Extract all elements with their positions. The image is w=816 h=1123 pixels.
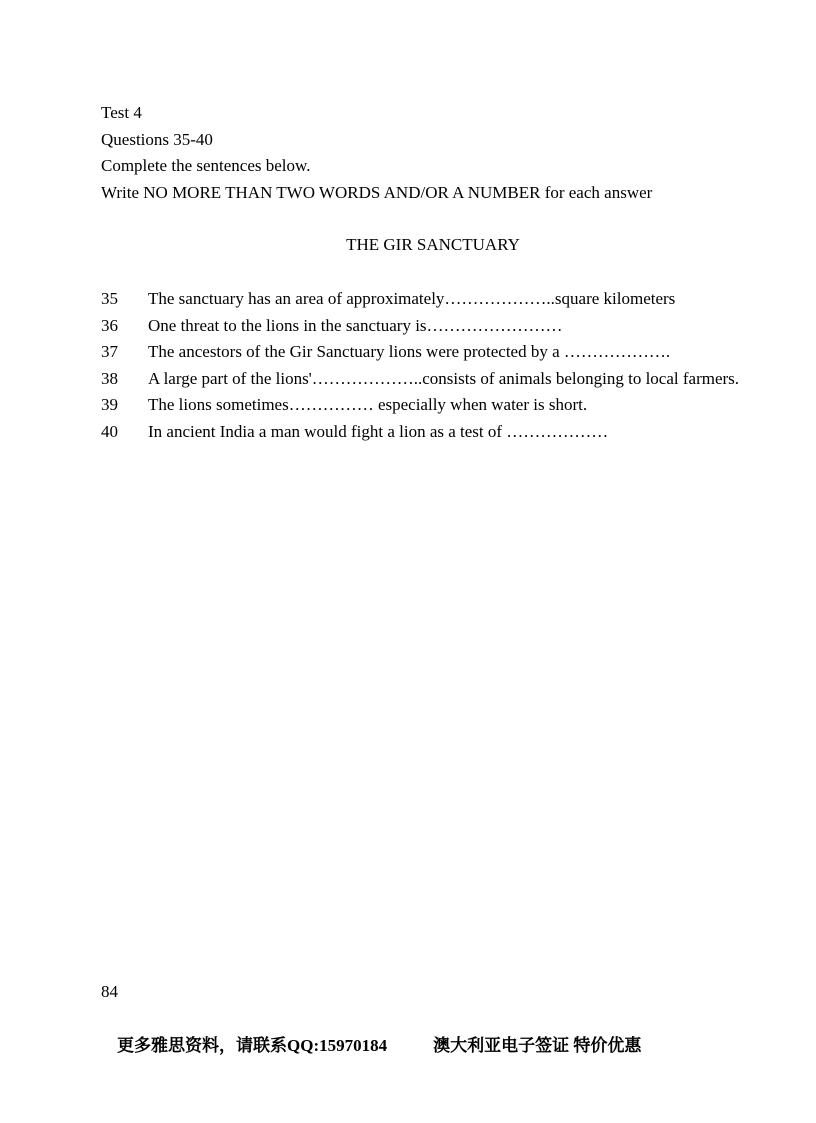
question-item bbox=[101, 419, 781, 446]
question-text: One threat to the lions in the sanctuary is…………………… bbox=[148, 315, 563, 335]
question-text: The sanctuary has an area of approximately………………..square kilometers bbox=[148, 289, 676, 308]
header-block bbox=[101, 100, 781, 206]
question-item bbox=[101, 339, 781, 366]
test-label: Test 4 bbox=[101, 103, 142, 122]
footer-left-text: 更多雅思资料，请联系QQ:15970184 bbox=[117, 1036, 388, 1055]
question-number: 39 bbox=[101, 395, 118, 415]
question-text: In ancient India a man would fight a lion as a test of ……………… bbox=[148, 421, 609, 441]
footer-advertisement bbox=[117, 1033, 641, 1059]
question-number: 36 bbox=[101, 315, 118, 335]
question-number: 38 bbox=[101, 368, 118, 388]
question-text: A large part of the lions'………………..consists of animals belonging to local farmers. bbox=[148, 368, 740, 388]
page-number: 84 bbox=[101, 982, 118, 1001]
question-text: The lions sometimes…………… especially when water is short. bbox=[148, 395, 588, 415]
instruction-line-1: Complete the sentences below. bbox=[101, 156, 311, 175]
instruction-line-2: Write NO MORE THAN TWO WORDS AND/OR A NUMBER for each answer bbox=[101, 182, 653, 202]
question-list bbox=[101, 286, 781, 446]
questions-range: Questions 35-40 bbox=[101, 129, 213, 149]
question-number: 37 bbox=[101, 342, 118, 362]
question-text: The ancestors of the Gir Sanctuary lions were protected by a ………………. bbox=[148, 342, 671, 362]
question-item bbox=[101, 392, 781, 419]
question-item bbox=[101, 286, 781, 313]
question-number: 40 bbox=[101, 421, 118, 441]
footer-right-text: 澳大利亚电子签证 特价优惠 bbox=[433, 1036, 642, 1055]
section-title: THE GIR SANCTUARY bbox=[346, 235, 520, 254]
question-item bbox=[101, 313, 781, 340]
question-number: 35 bbox=[101, 289, 118, 308]
question-item bbox=[101, 366, 781, 393]
